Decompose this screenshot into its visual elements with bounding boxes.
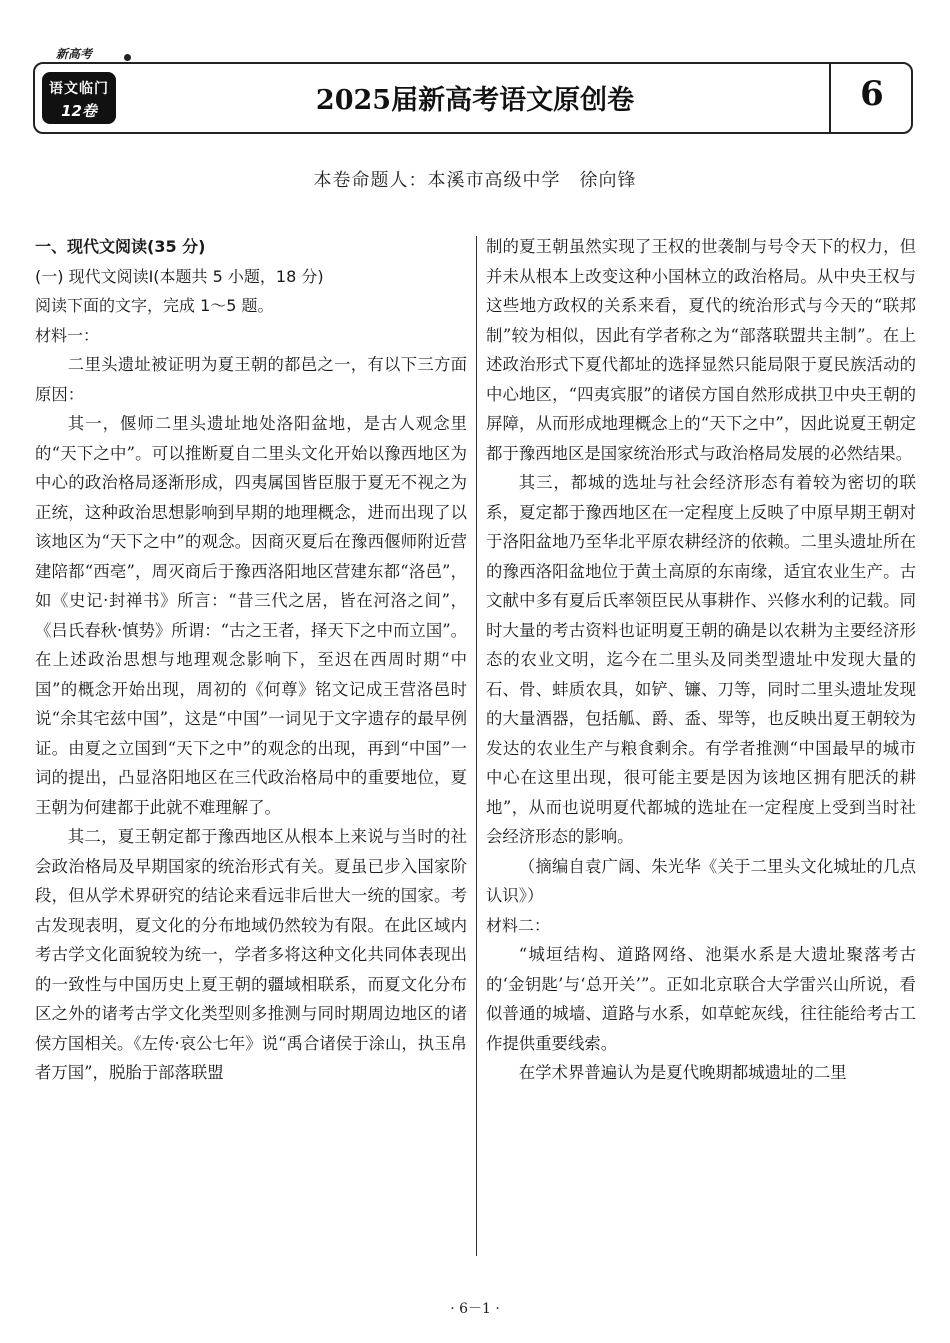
column-separator <box>476 236 477 1256</box>
series-badge <box>42 72 116 124</box>
paper-number: 6 <box>860 74 884 114</box>
right-column <box>486 232 916 1088</box>
paragraph: “城垣结构、道路网络、池渠水系是大遗址聚落考古的‘金钥匙’与‘总开关’”。正如北京联合大学雷兴山所说，看似普通的城墙、道路与水系，如草蛇灰线，往往能给考古工作提供重要线索。 <box>486 945 916 1053</box>
brand-tag: 新高考 <box>52 45 96 62</box>
instruction: 阅读下面的文字，完成 1～5 题。 <box>35 296 274 315</box>
series-badge-line1: 语文临门 <box>49 81 109 97</box>
paragraph: 二里头遗址被证明为夏王朝的都邑之一，有以下三方面原因： <box>35 355 467 404</box>
page-number: · 6－1 · <box>450 1301 500 1317</box>
material-label: 材料一： <box>35 325 100 345</box>
header-divider <box>829 64 831 132</box>
section-heading: 一、现代文阅读(35 分) <box>35 237 206 256</box>
author-line: 本卷命题人：本溪市高级中学 徐向锋 <box>313 170 637 191</box>
paragraph: 其二，夏王朝定都于豫西地区从根本上来说与当时的社会政治格局及早期国家的统治形式有关。夏虽已步入国家阶段，但从学术界研究的结论来看远非后世大一统的国家。考古发现表明，夏文化的分布地域仍然较为有限。在此区域内考古学文化面貌较为统一，学者多将这种文化共同体表现出的一致性与中国历史上夏王朝的疆域相联系，而夏文化分布区之外的诸考古学文化类型则多推测与同时期周边地区的诸侯方国相关。《左传·哀公七年》说“禹合诸侯于涂山，执玉帛者万国”，脱胎于部落联盟 <box>35 827 467 1082</box>
series-badge-line2: 12卷 <box>61 102 97 120</box>
subsection-heading: (一) 现代文阅读Ⅰ(本题共 5 小题，18 分) <box>35 266 324 286</box>
brand-dot <box>124 54 131 61</box>
material-label: 材料二： <box>486 915 551 935</box>
source-note: （摘编自袁广阔、朱光华《关于二里头文化城址的几点认识》） <box>486 856 916 905</box>
paper-title: 2025届新高考语文原创卷 <box>315 85 635 116</box>
paragraph: 其三，都城的选址与社会经济形态有着较为密切的联系，夏定都于豫西地区在一定程度上反映了中原早期王朝对于洛阳盆地乃至华北平原农耕经济的依赖。二里头遗址所在的豫西洛阳盆地位于黄土高原的东南缘，适宜农业生产。古文献中多有夏后氏率领臣民从事耕作、兴修水利的记载。同时大量的考古资料也证明夏王朝的确是以农耕为主要经济形态的农业文明，迄今在二里头及同类型遗址中发现大量的石、骨、蚌质农具，如铲、镰、刀等，同时二里头遗址发现的大量酒器，包括觚、爵、盉、斝等，也反映出夏王朝较为发达的农业生产与粮食剩余。有学者推测“中国最早的城市中心在这里出现，很可能主要是因为该地区拥有肥沃的耕地”，从而也说明夏代都城的选址在一定程度上受到当时社会经济形态的影响。 <box>486 473 916 846</box>
paragraph: 制的夏王朝虽然实现了王权的世袭制与号令天下的权力，但并未从根本上改变这种小国林立的政治格局。从中央王权与这些地方政权的关系来看，夏代的统治形式与今天的“联邦制”较为相似，因此有学者称之为“部落联盟共主制”。在上述政治形式下夏代都址的选择显然只能局限于夏民族活动的中心地区，“四夷宾服”的诸侯方国自然形成拱卫中央王朝的屏障，从而形成地理概念上的“天下之中”，因此说夏王朝定都于豫西地区是国家统治形式与政治格局发展的必然结果。 <box>486 237 916 463</box>
paragraph: 在学术界普遍认为是夏代晚期都城遗址的二里 <box>518 1063 847 1082</box>
paragraph: 其一，偃师二里头遗址地处洛阳盆地，是古人观念里的“天下之中”。可以推断夏自二里头文化开始以豫西地区为中心的政治格局逐渐形成，四夷属国皆臣服于夏无不视之为正统，这种政治思想影响到早期的地理概念，进而出现了以该地区为“天下之中”的观念。因商灭夏后在豫西偃师附近营建陪都“西亳”，周灭商后于豫西洛阳地区营建东都“洛邑”，如《史记·封禅书》所言：“昔三代之居，皆在河洛之间”，《吕氏春秋·慎势》所谓：“古之王者，择天下之中而立国”。在上述政治思想与地理观念影响下，至迟在西周时期“中国”的概念开始出现，周初的《何尊》铭文记成王营洛邑时说“余其宅兹中国”，这是“中国”一词见于文字遗存的最早例证。由夏之立国到“天下之中”的观念的出现，再到“中国”一词的提出，凸显洛阳地区在三代政治格局中的重要地位，夏王朝为何建都于此就不难理解了。 <box>35 414 467 817</box>
left-column <box>35 232 467 1088</box>
